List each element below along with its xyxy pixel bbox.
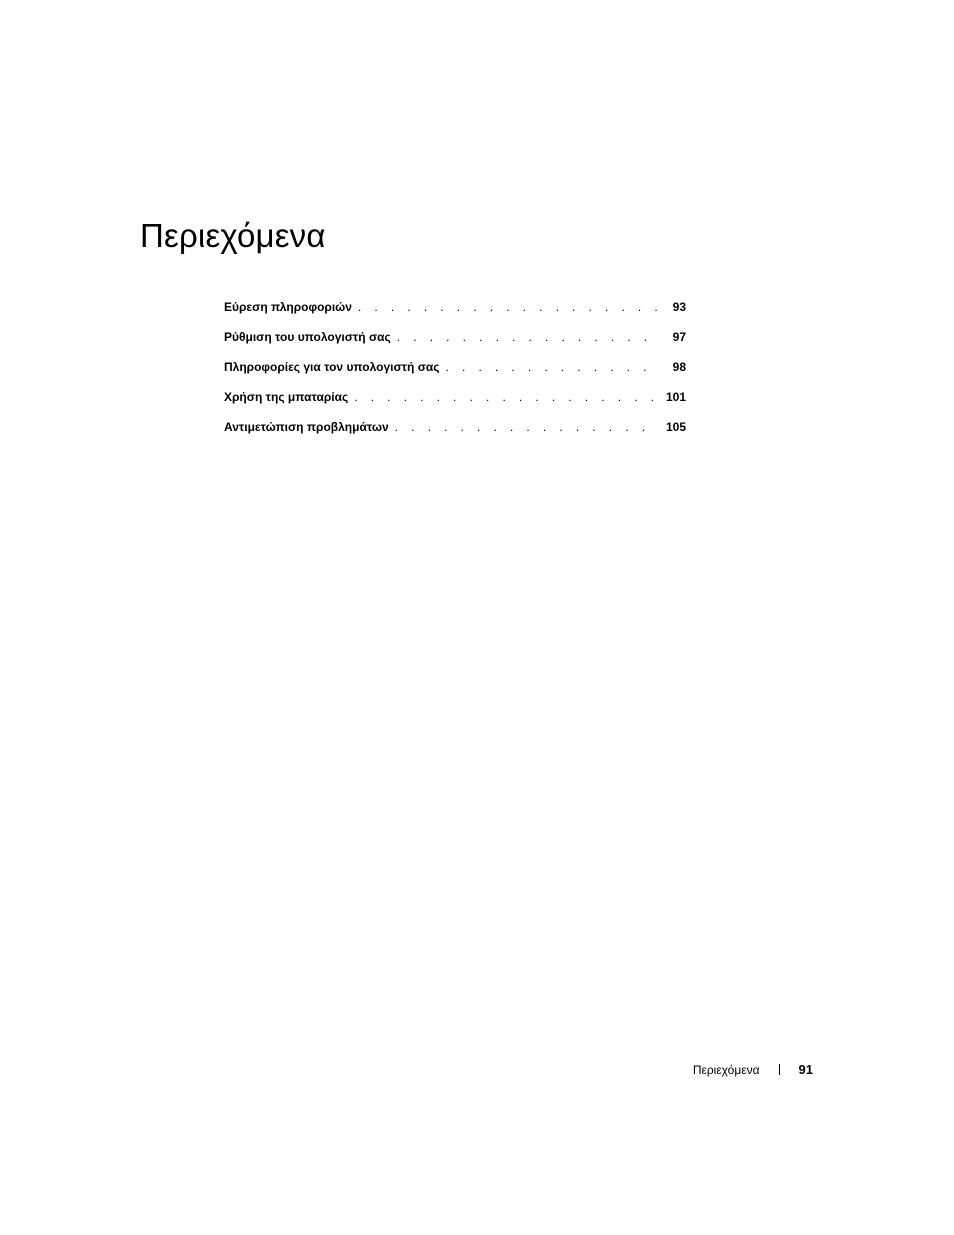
toc-entry-label: Αντιμετώπιση προβλημάτων [224, 420, 389, 434]
footer-divider [779, 1064, 780, 1075]
toc-entry-troubleshooting[interactable] [224, 420, 686, 450]
toc-entry-page-number: 93 [672, 300, 686, 314]
toc-dot-leader [354, 390, 658, 404]
toc-entry-page-number: 101 [665, 390, 686, 404]
toc-entry-label: Ρύθμιση του υπολογιστή σας [224, 330, 391, 344]
toc-entry-label: Χρήση της μπαταρίας [224, 390, 349, 404]
toc-dot-leader [446, 360, 658, 374]
toc-entry-page-number: 97 [672, 330, 686, 344]
toc-entry-setting-up-computer[interactable] [224, 330, 686, 360]
toc-entry-finding-information[interactable] [224, 300, 686, 330]
page-title: Περιεχόμενα [140, 217, 326, 254]
footer-section-title: Περιεχόμενα [692, 1062, 760, 1077]
toc-entry-label: Πληροφορίες για τον υπολογιστή σας [224, 360, 440, 374]
toc-entry-page-number: 98 [672, 360, 686, 374]
toc-dot-leader [358, 300, 658, 314]
page-footer [693, 1062, 813, 1077]
toc-entry-page-number: 105 [665, 420, 686, 434]
toc-dot-leader [395, 420, 658, 434]
toc-entry-about-computer[interactable] [224, 360, 686, 390]
table-of-contents [224, 300, 686, 450]
toc-entry-using-battery[interactable] [224, 390, 686, 420]
footer-page-number: 91 [798, 1062, 813, 1077]
toc-entry-label: Εύρεση πληροφοριών [224, 300, 352, 314]
toc-dot-leader [397, 330, 658, 344]
